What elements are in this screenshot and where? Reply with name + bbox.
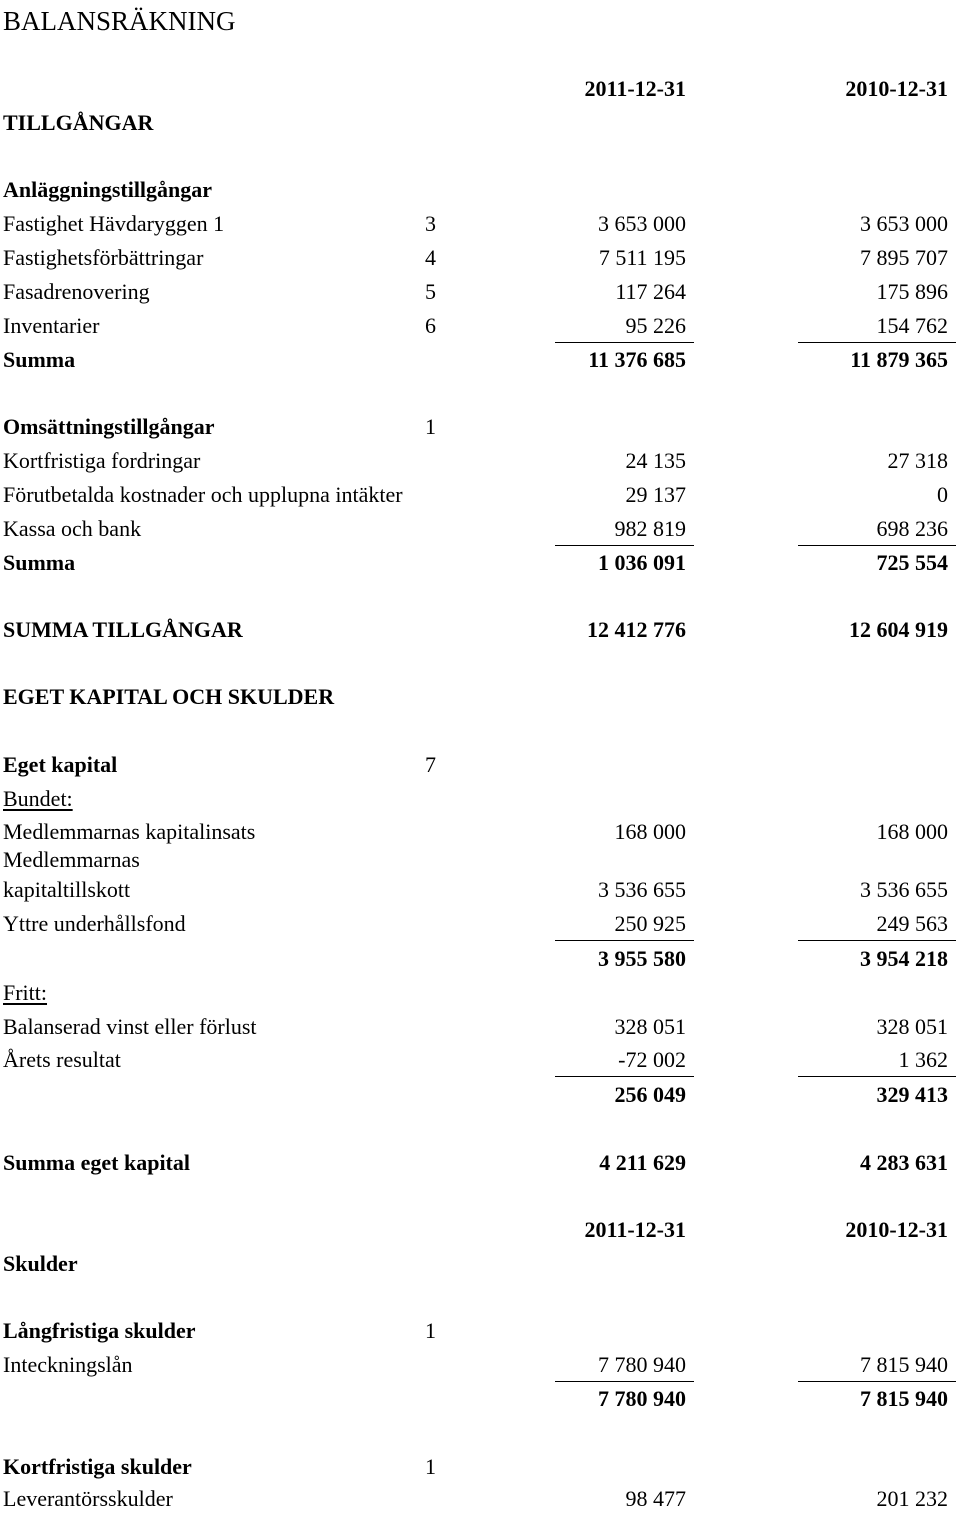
table-row — [0, 512, 960, 546]
row-value-2011: 982 819 — [614, 516, 686, 541]
table-row — [0, 815, 960, 849]
row-label: Inventarier — [3, 313, 100, 338]
total-assets-label: SUMMA TILLGÅNGAR — [3, 617, 243, 642]
subsection-heading-row — [0, 976, 960, 1010]
row-value-2010: 0 — [937, 482, 948, 507]
row-label: Balanserad vinst eller förlust — [3, 1014, 257, 1039]
fixed-assets-heading: Anläggningstillgångar — [3, 177, 213, 202]
total-value-2010: 4 283 631 — [860, 1150, 948, 1175]
section-note: 1 — [425, 1454, 436, 1479]
row-value-2011: -72 002 — [618, 1047, 686, 1072]
row-value-2011: 7 511 195 — [598, 245, 686, 270]
equity-liabilities-heading: EGET KAPITAL OCH SKULDER — [3, 684, 335, 709]
row-value-2010: 201 232 — [876, 1486, 948, 1511]
total-row — [0, 1146, 960, 1180]
subtotal-value-2010: 7 815 940 — [860, 1386, 948, 1411]
section-heading-row — [0, 410, 960, 444]
row-value-2011: 3 653 000 — [598, 211, 686, 236]
sum-rule — [555, 1076, 694, 1077]
period-2011: 2011-12-31 — [584, 76, 686, 101]
sum-label: Summa — [3, 347, 76, 372]
current-assets-heading: Omsättningstillgångar — [3, 414, 215, 439]
row-value-2010: 3 653 000 — [860, 211, 948, 236]
assets-heading: TILLGÅNGAR — [3, 110, 154, 135]
subsection-heading-row — [0, 782, 960, 816]
sum-row — [0, 546, 960, 580]
sum-label: Summa — [3, 550, 76, 575]
row-label: Inteckningslån — [3, 1352, 133, 1377]
row-value-2011: 7 780 940 — [598, 1352, 686, 1377]
row-value-2011: 250 925 — [614, 911, 686, 936]
section-note: 7 — [425, 752, 436, 777]
short-term-heading: Kortfristiga skulder — [3, 1454, 192, 1479]
period-header — [0, 1213, 960, 1247]
row-value-2010: 7 815 940 — [860, 1352, 948, 1377]
row-label: Yttre underhållsfond — [3, 911, 186, 936]
subtotal-value-2011: 7 780 940 — [598, 1386, 686, 1411]
section-note: 1 — [425, 1318, 436, 1343]
table-row — [0, 1043, 960, 1077]
page-title: BALANSRÄKNING — [3, 6, 236, 36]
period-header — [0, 72, 960, 106]
table-row — [0, 1348, 960, 1382]
restricted-heading: Bundet: — [3, 786, 73, 811]
row-label — [3, 845, 140, 905]
row-note: 5 — [425, 279, 436, 304]
row-value-2010: 168 000 — [876, 819, 948, 844]
row-value-2010: 27 318 — [887, 448, 948, 473]
total-equity-label: Summa eget kapital — [3, 1150, 190, 1175]
row-label: Kortfristiga fordringar — [3, 448, 201, 473]
subtotal-row — [0, 1382, 960, 1416]
sum-value-2011: 11 376 685 — [588, 347, 686, 372]
sum-value-2011: 1 036 091 — [598, 550, 686, 575]
row-value-2010: 3 536 655 — [860, 877, 948, 902]
row-label: Kassa och bank — [3, 516, 142, 541]
row-note: 4 — [425, 245, 436, 270]
row-value-2011: 29 137 — [625, 482, 686, 507]
row-value-2010: 698 236 — [876, 516, 948, 541]
subtotal-value-2010: 3 954 218 — [860, 946, 948, 971]
row-value-2010: 1 362 — [898, 1047, 948, 1072]
table-row — [0, 275, 960, 309]
total-value-2011: 12 412 776 — [587, 617, 686, 642]
equity-heading: Eget kapital — [3, 752, 118, 777]
table-row — [0, 444, 960, 478]
table-row — [0, 1482, 960, 1510]
table-row — [0, 907, 960, 941]
table-row — [0, 478, 960, 512]
sum-value-2010: 725 554 — [876, 550, 948, 575]
row-label: Leverantörsskulder — [3, 1486, 173, 1511]
row-label: Medlemmarnas kapitalinsats — [3, 819, 256, 844]
sum-rule — [798, 940, 956, 941]
row-label-line2: kapitaltillskott — [3, 877, 131, 902]
row-value-2010: 154 762 — [876, 313, 948, 338]
subtotal-row — [0, 1078, 960, 1112]
table-row — [0, 207, 960, 241]
period-2011: 2011-12-31 — [584, 1217, 686, 1242]
row-note: 3 — [425, 211, 436, 236]
row-value-2010: 249 563 — [876, 911, 948, 936]
row-label: Årets resultat — [3, 1047, 121, 1072]
subtotal-value-2011: 256 049 — [614, 1082, 686, 1107]
row-label: Fasadrenovering — [3, 279, 150, 304]
sum-value-2010: 11 879 365 — [850, 347, 948, 372]
row-value-2010: 328 051 — [876, 1014, 948, 1039]
row-label: Fastighet Hävdaryggen 1 — [3, 211, 225, 236]
period-2010: 2010-12-31 — [845, 1217, 948, 1242]
sum-rule — [798, 1076, 956, 1077]
row-value-2010: 7 895 707 — [860, 245, 948, 270]
table-row — [0, 845, 960, 909]
sum-rule — [555, 940, 694, 941]
section-note: 1 — [425, 414, 436, 439]
row-value-2011: 95 226 — [625, 313, 686, 338]
section-heading-row — [0, 1314, 960, 1348]
row-label: Förutbetalda kostnader och upplupna intäkter — [3, 482, 403, 507]
table-row — [0, 241, 960, 275]
table-row — [0, 1010, 960, 1044]
section-heading-row — [0, 173, 960, 207]
subtotal-value-2010: 329 413 — [876, 1082, 948, 1107]
subtotal-row — [0, 942, 960, 976]
period-2010: 2010-12-31 — [845, 76, 948, 101]
row-value-2010: 175 896 — [876, 279, 948, 304]
section-heading-row — [0, 748, 960, 782]
table-row — [0, 309, 960, 343]
section-heading-row — [0, 1450, 960, 1484]
row-value-2011: 98 477 — [625, 1486, 686, 1511]
row-value-2011: 328 051 — [614, 1014, 686, 1039]
section-heading-row — [0, 680, 960, 714]
sum-row — [0, 343, 960, 377]
row-value-2011: 117 264 — [615, 279, 686, 304]
row-value-2011: 168 000 — [614, 819, 686, 844]
total-value-2010: 12 604 919 — [849, 617, 948, 642]
total-value-2011: 4 211 629 — [599, 1150, 686, 1175]
assets-heading-row — [0, 106, 960, 140]
liabilities-heading: Skulder — [3, 1251, 78, 1276]
row-label: Fastighetsförbättringar — [3, 245, 204, 270]
free-heading: Fritt: — [3, 980, 48, 1005]
total-row — [0, 613, 960, 647]
row-value-2011: 3 536 655 — [598, 877, 686, 902]
subtotal-value-2011: 3 955 580 — [598, 946, 686, 971]
row-note: 6 — [425, 313, 436, 338]
row-label-line1: Medlemmarnas — [3, 847, 140, 872]
long-term-heading: Långfristiga skulder — [3, 1318, 196, 1343]
section-heading-row — [0, 1247, 960, 1281]
row-value-2011: 24 135 — [625, 448, 686, 473]
